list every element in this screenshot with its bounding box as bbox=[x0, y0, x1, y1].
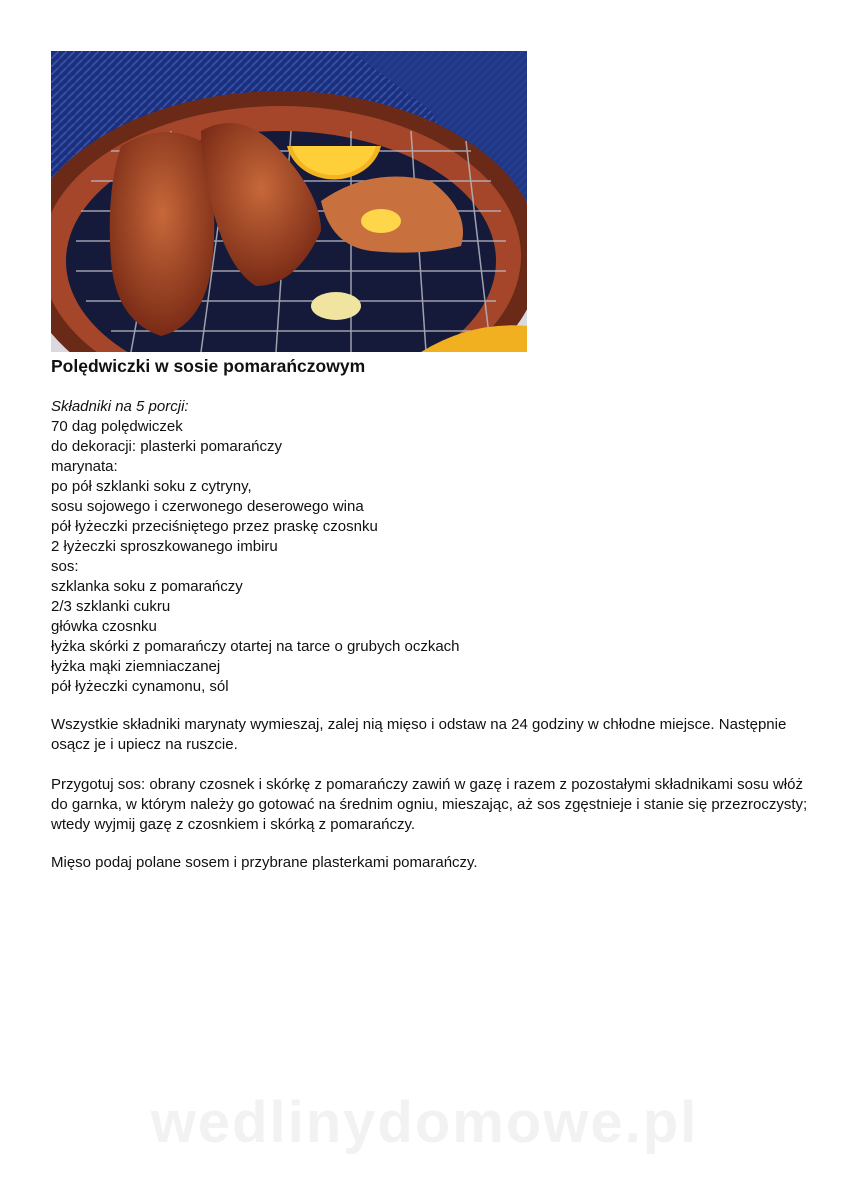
ingredients-heading: Składniki na 5 porcji: bbox=[51, 398, 189, 415]
ingredient-item: pół łyżeczki cynamonu, sól bbox=[51, 678, 229, 695]
ingredient-item: 70 dag polędwiczek bbox=[51, 418, 183, 435]
site-watermark: wedlinydomowe.pl bbox=[150, 1090, 699, 1155]
instruction-marinade: Wszystkie składniki marynaty wymieszaj, zalej nią mięso i odstaw na 24 godziny w chłodne miejsce. Następnie osącz je i upiecz na ruszcie. bbox=[51, 716, 787, 753]
recipe-title: Polędwiczki w sosie pomarańczowym bbox=[51, 356, 366, 376]
ingredient-item: marynata: bbox=[51, 458, 118, 475]
ingredient-item: pół łyżeczki przeciśniętego przez praskę czosnku bbox=[51, 518, 378, 535]
ingredient-item: łyżka mąki ziemniaczanej bbox=[51, 658, 221, 675]
ingredient-item: 2 łyżeczki sproszkowanego imbiru bbox=[51, 538, 278, 555]
instruction-sauce: Przygotuj sos: obrany czosnek i skórkę z pomarańczy zawiń w gazę i razem z pozostałymi składnikami sosu włóż do garnka, w którym należy go gotować na średnim ogniu, mieszając, aż sos zgęstnieje i stanie się przezroczysty; wtedy wyjmij gazę z czosnkiem i skórką z pomarańczy. bbox=[51, 776, 808, 833]
ingredient-item: sosu sojowego i czerwonego deserowego wina bbox=[51, 498, 364, 515]
recipe-photo bbox=[51, 51, 527, 352]
ingredient-item: 2/3 szklanki cukru bbox=[51, 598, 171, 615]
ingredient-item: sos: bbox=[51, 558, 79, 575]
instruction-serving: Mięso podaj polane sosem i przybrane plasterkami pomarańczy. bbox=[51, 854, 478, 871]
ingredient-item: główka czosnku bbox=[51, 618, 157, 635]
ingredient-item: łyżka skórki z pomarańczy otartej na tarce o grubych oczkach bbox=[51, 638, 460, 655]
ingredient-item: szklanka soku z pomarańczy bbox=[51, 578, 243, 595]
pork-tenderloin-photo bbox=[51, 51, 527, 352]
ingredient-item: po pół szklanki soku z cytryny, bbox=[51, 478, 252, 495]
ingredient-item: do dekoracji: plasterki pomarańczy bbox=[51, 438, 282, 455]
ingredients-list bbox=[51, 397, 460, 697]
